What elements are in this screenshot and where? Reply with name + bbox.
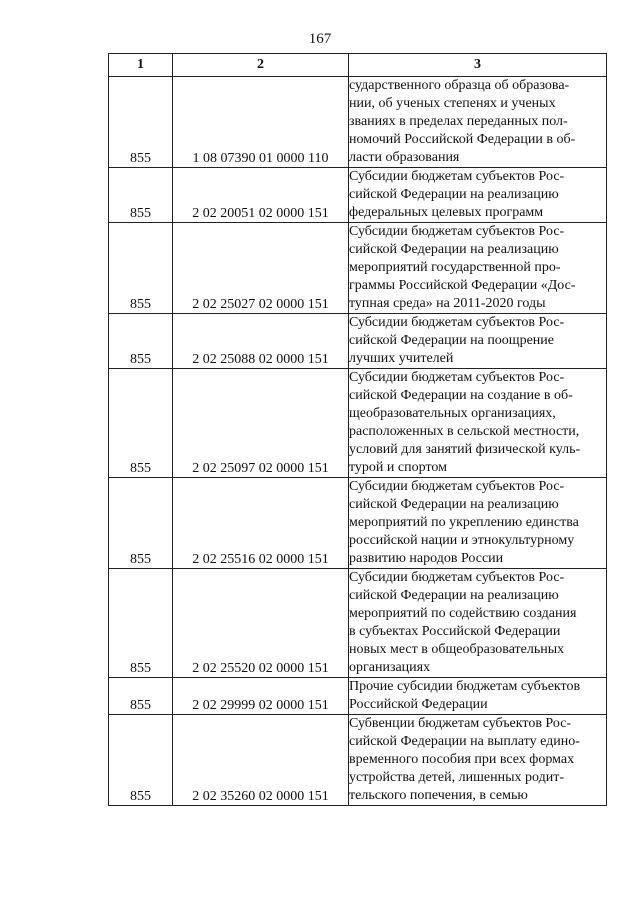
description-line: Субсидии бюджетам субъектов Рос- — [349, 570, 565, 585]
description-line: Субсидии бюджетам субъектов Рос- — [349, 479, 565, 494]
admin-code-cell: 855 — [109, 77, 173, 168]
description-line: Субсидии бюджетам субъектов Рос- — [349, 169, 565, 184]
admin-code-cell: 855 — [109, 478, 173, 569]
budget-code-cell: 2 02 25088 02 0000 151 — [173, 314, 349, 369]
table-row — [109, 569, 607, 678]
description-line: сийской Федерации на реализацию — [349, 187, 559, 202]
budget-code-cell: 2 02 20051 02 0000 151 — [173, 168, 349, 223]
table-body — [109, 77, 607, 806]
description-line: сийской Федерации на поощрение — [349, 333, 555, 348]
description-cell — [349, 314, 607, 369]
description-line: сийской Федерации на создание в об- — [349, 388, 573, 403]
description-line: щеобразовательных организациях, — [349, 406, 556, 421]
description-line: Российской Федерации — [349, 697, 488, 712]
budget-code-cell: 2 02 35260 02 0000 151 — [173, 715, 349, 806]
budget-classification-table — [108, 53, 607, 806]
description-line: ласти образования — [349, 150, 460, 165]
description-line: мероприятий по укреплению единства — [349, 515, 579, 530]
description-line: сийской Федерации на реализацию — [349, 242, 559, 257]
description-line: сийской Федерации на выплату едино- — [349, 734, 580, 749]
table-header-row — [109, 54, 607, 77]
description-line: организациях — [349, 660, 431, 675]
table-row — [109, 223, 607, 314]
description-cell — [349, 77, 607, 168]
description-line: развитию народов России — [349, 551, 504, 566]
budget-code-cell: 2 02 29999 02 0000 151 — [173, 678, 349, 715]
table-row — [109, 715, 607, 806]
description-line: новых мест в общеобразовательных — [349, 642, 565, 657]
description-line: сийской Федерации на реализацию — [349, 588, 559, 603]
table-row — [109, 168, 607, 223]
description-cell — [349, 715, 607, 806]
description-line: нии, об ученых степенях и ученых — [349, 96, 556, 111]
admin-code-cell: 855 — [109, 678, 173, 715]
table-row — [109, 369, 607, 478]
admin-code-cell: 855 — [109, 569, 173, 678]
description-line: Субсидии бюджетам субъектов Рос- — [349, 315, 565, 330]
description-line: условий для занятий физической куль- — [349, 442, 581, 457]
description-cell — [349, 478, 607, 569]
description-line: временного пособия при всех формах — [349, 752, 575, 767]
description-cell — [349, 569, 607, 678]
description-line: тельского попечения, в семью — [349, 788, 528, 803]
admin-code-cell: 855 — [109, 314, 173, 369]
description-cell — [349, 369, 607, 478]
header-col-1: 1 — [109, 54, 173, 77]
description-line: званиях в пределах переданных пол- — [349, 114, 568, 129]
budget-code-cell: 2 02 25520 02 0000 151 — [173, 569, 349, 678]
budget-code-cell: 2 02 25097 02 0000 151 — [173, 369, 349, 478]
budget-code-cell: 1 08 07390 01 0000 110 — [173, 77, 349, 168]
page-number: 167 — [308, 31, 332, 47]
description-cell — [349, 223, 607, 314]
description-line: Субсидии бюджетам субъектов Рос- — [349, 370, 565, 385]
description-line: Субвенции бюджетам субъектов Рос- — [349, 716, 572, 731]
description-cell — [349, 168, 607, 223]
description-line: турой и спортом — [349, 460, 447, 475]
table-row — [109, 77, 607, 168]
admin-code-cell: 855 — [109, 223, 173, 314]
description-line: сударственного образца об образова- — [349, 78, 570, 93]
description-line: граммы Российской Федерации «Дос- — [349, 278, 576, 293]
admin-code-cell: 855 — [109, 369, 173, 478]
budget-code-cell: 2 02 25027 02 0000 151 — [173, 223, 349, 314]
budget-code-cell: 2 02 25516 02 0000 151 — [173, 478, 349, 569]
description-line: расположенных в сельской местности, — [349, 424, 580, 439]
table-row — [109, 478, 607, 569]
description-cell — [349, 678, 607, 715]
description-line: лучших учителей — [349, 351, 454, 366]
description-line: мероприятий по содействию создания — [349, 606, 577, 621]
description-line: в субъектах Российской Федерации — [349, 624, 561, 639]
admin-code-cell: 855 — [109, 168, 173, 223]
description-line: мероприятий государственной про- — [349, 260, 561, 275]
header-col-2: 2 — [173, 54, 349, 77]
description-line: устройства детей, лишенных родит- — [349, 770, 564, 785]
description-line: российской нации и этнокультурному — [349, 533, 575, 548]
table-row — [109, 314, 607, 369]
description-line: Субсидии бюджетам субъектов Рос- — [349, 224, 565, 239]
description-line: номочий Российской Федерации в об- — [349, 132, 576, 147]
table-row — [109, 678, 607, 715]
admin-code-cell: 855 — [109, 715, 173, 806]
header-col-3: 3 — [349, 54, 607, 77]
description-line: тупная среда» на 2011-2020 годы — [349, 296, 546, 311]
description-line: Прочие субсидии бюджетам субъектов — [349, 679, 581, 694]
description-line: сийской Федерации на реализацию — [349, 497, 559, 512]
description-line: федеральных целевых программ — [349, 205, 544, 220]
